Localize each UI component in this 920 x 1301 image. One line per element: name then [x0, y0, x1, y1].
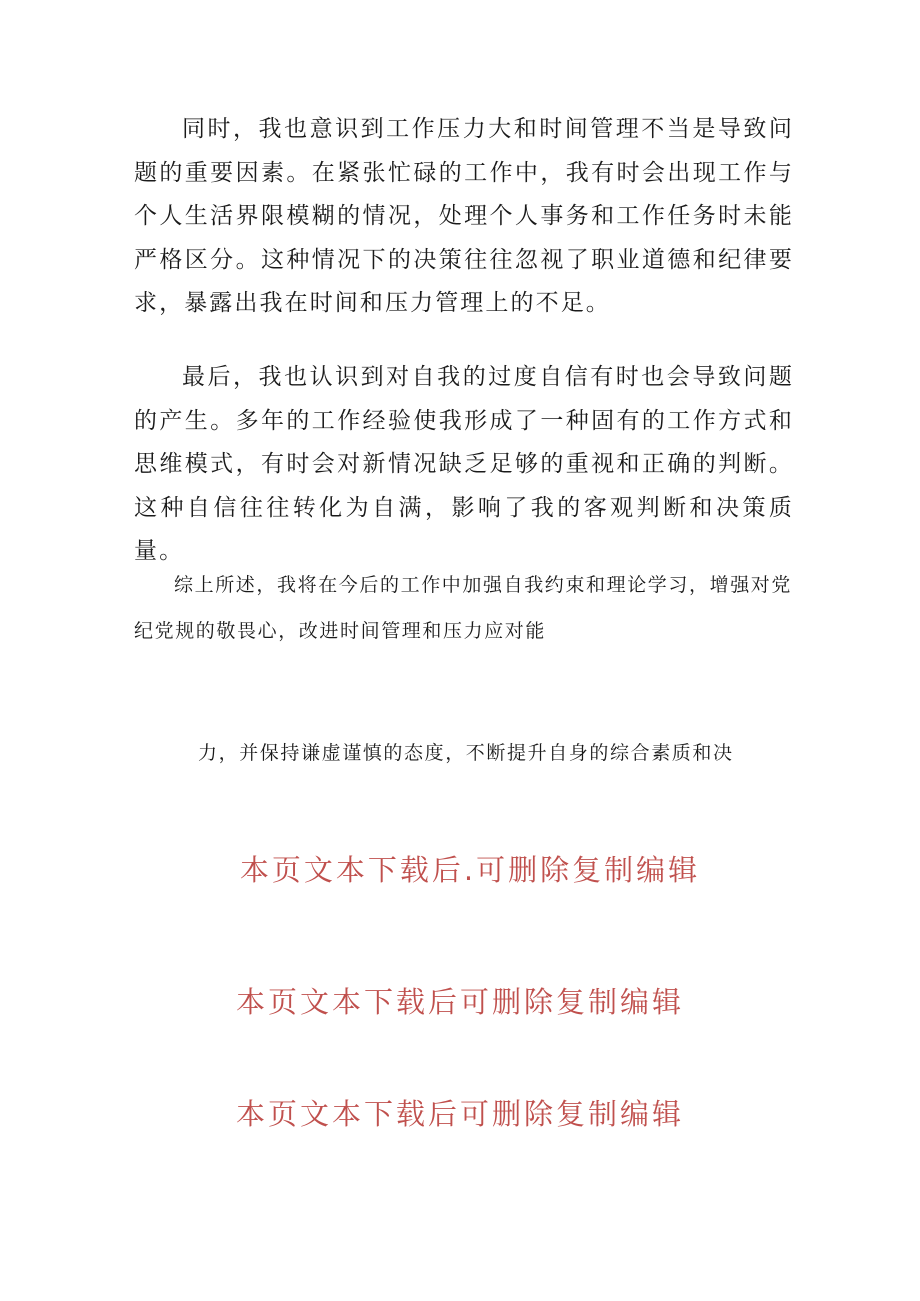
download-notice-2: 本页文本下载后可删除复制编辑: [235, 985, 684, 1019]
paragraph-overconfidence: 最后，我也认识到对自我的过度自信有时也会导致问题的产生。多年的工作经验使我形成了一种固有的工作方式和思维模式，有时会对新情况缺乏足够的重视和正确的判断。这种自信往往转化为自满，影响了我的客观判断和决策质量。: [134, 364, 794, 564]
paragraph-summary-continued: 力，并保持谦虚谨慎的态度，不断提升自身的综合素质和决: [198, 742, 734, 764]
paragraph-summary: 综上所述，我将在今后的工作中加强自我约束和理论学习，增强对党纪党规的敬畏心，改进时间管理和压力应对能: [134, 574, 793, 642]
download-notice-3: 本页文本下载后可删除复制编辑: [235, 1097, 684, 1131]
download-notice-1: 本页文本下载后.可删除复制编辑: [239, 853, 701, 887]
paragraph-time-pressure: 同时，我也意识到工作压力大和时间管理不当是导致问题的重要因素。在紧张忙碌的工作中，我有时会出现工作与个人生活界限模糊的情况，处理个人事务和工作任务时未能严格区分。这种情况下的决策往往忽视了职业道德和纪律要求，暴露出我在时间和压力管理上的不足。: [134, 116, 794, 316]
